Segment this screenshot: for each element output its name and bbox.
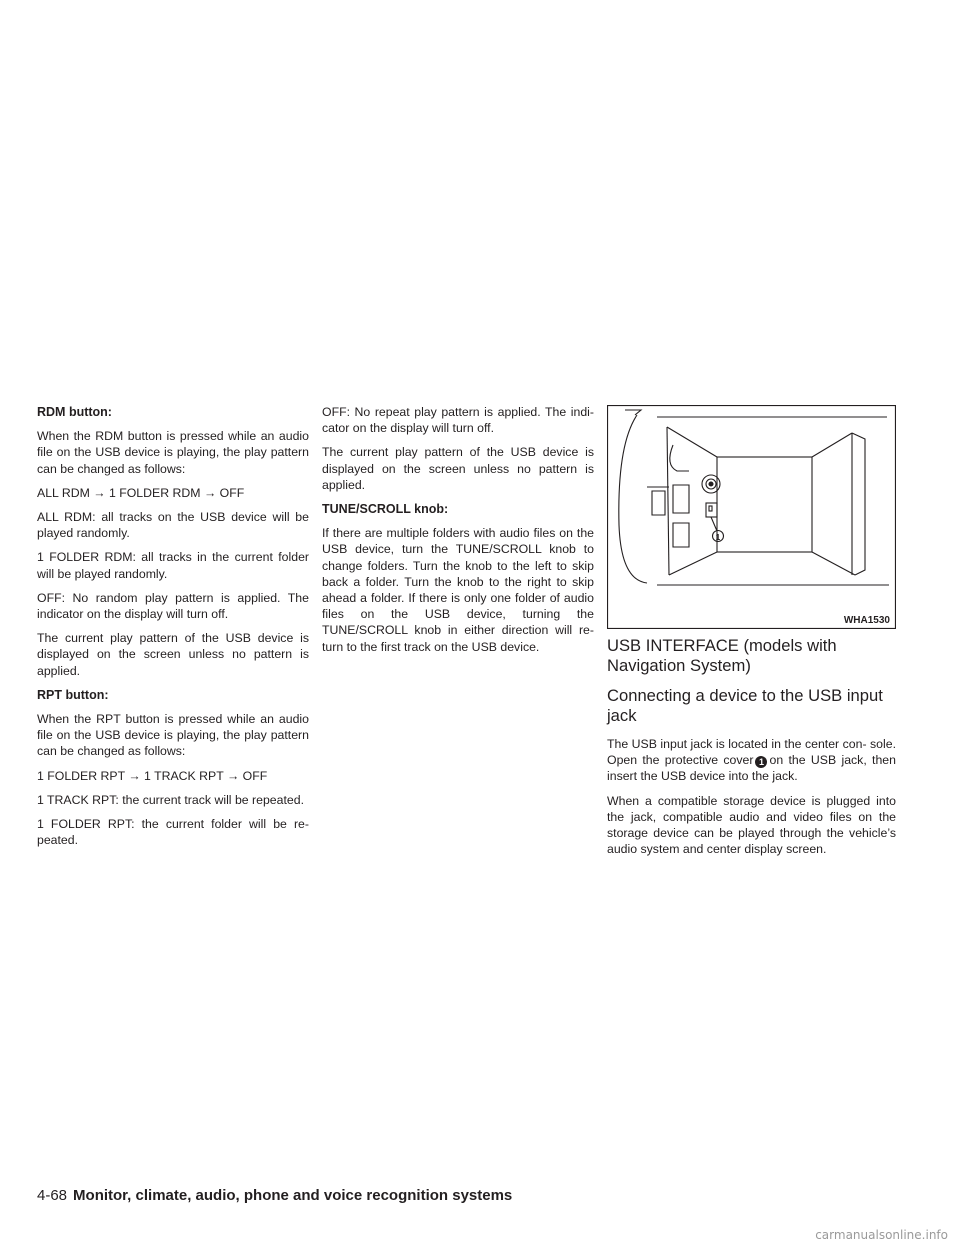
rpt-display-paragraph: The current play pattern of the USB device is displayed on the screen unless no pattern is applied. — [322, 445, 594, 492]
rdm-off-paragraph: OFF: No random play pattern is applied. The indicator on the display will turn off. — [37, 590, 309, 622]
callout-1-icon: 1 — [755, 756, 767, 768]
rpt-button-heading: RPT button: — [37, 687, 109, 702]
text-column-middle — [322, 404, 594, 663]
rdm-folder-paragraph: 1 FOLDER RDM: all tracks in the current folder will be played randomly. — [37, 550, 309, 581]
rdm-sequence: ALL RDM → 1 FOLDER RDM → OFF — [37, 485, 245, 500]
page-footer — [37, 1187, 512, 1204]
rpt-intro-paragraph: When the RPT button is pressed while an audio file on the USB device is playing, the play pattern can be changed as follows: — [37, 712, 309, 759]
tune-scroll-paragraph: If there are multiple folders with audio files on the USB device, turn the TUNE/SCROLL knob to change folders. Turn the knob to the left to skip back a folder. Turn the knob to the right to skip ahead a folder. If there is only one folder of audio files on the USB device, turning the TUNE/SCROLL knob in either direction will re- turn to the first track on the USB device. — [322, 526, 594, 654]
rpt-track-paragraph: 1 TRACK RPT: the current track will be repeated. — [37, 792, 305, 807]
text-column-left — [37, 404, 309, 856]
chapter-title: Monitor, climate, audio, phone and voice recognition systems — [73, 1187, 513, 1204]
compatible-device-paragraph: When a compatible storage device is plugged into the jack, compatible audio and video files on the storage device can be played through the vehicle’s audio system and center display screen. — [607, 793, 896, 857]
usb-interface-heading: USB INTERFACE (models with Navigation System) — [607, 636, 837, 675]
watermark-text: carmanualsonline.info — [815, 1228, 948, 1242]
rdm-display-paragraph: The current play pattern of the USB device is displayed on the screen unless no pattern is applied. — [37, 631, 309, 678]
text-column-right — [607, 636, 896, 865]
figure-label: WHA1530 — [843, 615, 890, 626]
rpt-sequence: 1 FOLDER RPT → 1 TRACK RPT → OFF — [37, 768, 268, 783]
rdm-intro-paragraph: When the RDM button is pressed while an audio file on the USB device is playing, the play pattern can be changed as follows: — [37, 429, 309, 476]
connecting-device-heading: Connecting a device to the USB input jack — [607, 686, 883, 725]
rdm-all-paragraph: ALL RDM: all tracks on the USB device will be played randomly. — [37, 510, 309, 541]
usb-location-paragraph: The USB input jack is located in the center con- sole. Open the protective cover 1 on the USB jack, then insert the USB device into the jack. — [607, 737, 896, 784]
tune-scroll-heading: TUNE/SCROLL knob: — [322, 502, 449, 517]
rdm-button-heading: RDM button: — [37, 405, 112, 419]
rpt-folder-paragraph: 1 FOLDER RPT: the current folder will be re- peated. — [37, 817, 309, 848]
page-number: 4-68 — [37, 1187, 68, 1204]
rpt-off-paragraph: OFF: No repeat play pattern is applied. The indi- cator on the display will turn off. — [322, 405, 594, 436]
figure-callout: 1 — [715, 533, 721, 542]
usb-jack-illustration — [607, 405, 896, 629]
